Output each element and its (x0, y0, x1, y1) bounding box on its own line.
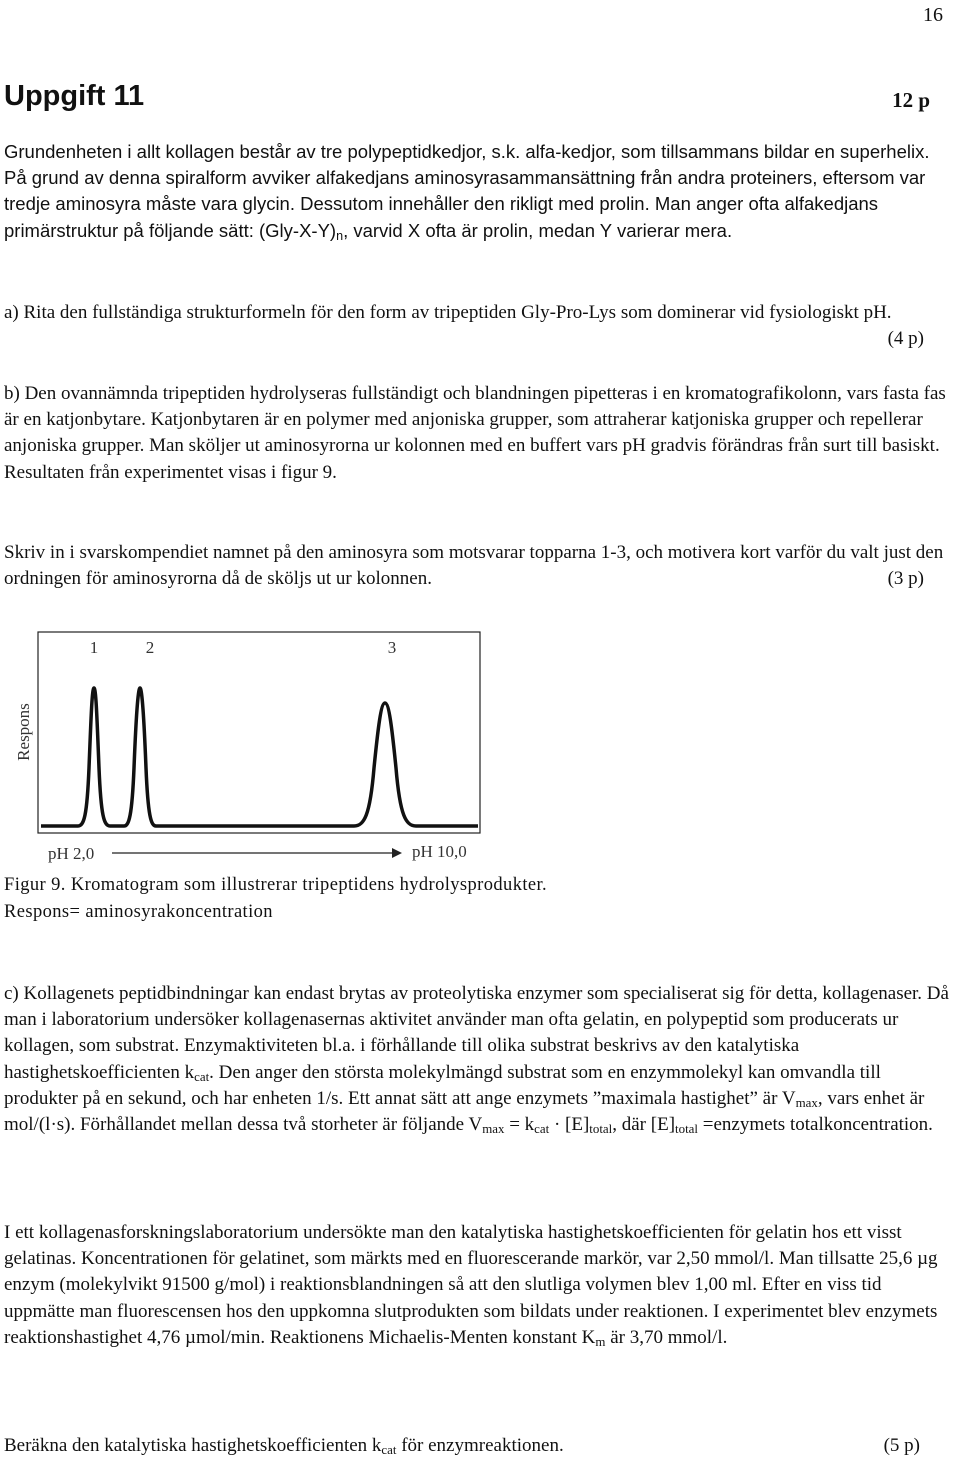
subscript-cat: cat (381, 1442, 397, 1458)
task-header (4, 80, 930, 116)
question-c-task-text-1: Beräkna den katalytiska hastighetskoefficienten k (4, 1435, 382, 1456)
subscript-cat: cat (194, 1068, 210, 1084)
question-c-task-text-2: för enzymreaktionen. (396, 1435, 564, 1456)
question-c-text-4: = k (504, 1114, 535, 1136)
question-b: b) Den ovannämnda tripeptiden hydrolyseras fullständigt och blandningen pipetteras i en kromatografikolonn, vars fasta fas är en katjonbytare. Katjonbytaren är en polymer med anjoniska grupper, som attraherar katjoniska grupper och repellerar anjoniska grupper. Man sköljer ut aminosyrorna ur kolonnen med en buffert vars pH gradvis förändras från surt till basiskt. Resultaten från experimentet visas i figur 9. (4, 383, 946, 483)
chromatogram-svg (8, 628, 488, 868)
question-c-text-2: . Den anger den största molekylmängd substrat som en enzymmolekyl kan omvandla till produkter på en sekund, och har enheten 1/s. Ett annat sätt att ange enzymets ”maximala hastighet” är V (4, 1061, 881, 1109)
chromatogram-trace (41, 688, 478, 826)
question-b-task (4, 540, 952, 592)
subscript-total: total (675, 1121, 698, 1137)
question-a-text: a) Rita den fullständiga strukturformeln för den form av tripeptiden Gly-Pro-Lys som dominerar vid fysiologiskt pH. (4, 302, 892, 323)
intro-subscript-n: n (336, 228, 344, 243)
question-a (4, 300, 952, 352)
subscript-max: max (482, 1121, 505, 1137)
figure-caption (4, 872, 547, 926)
subscript-m: m (595, 1334, 606, 1350)
question-c-text-3: , vars enhet är mol/(l·s). Förhållandet mellan dessa två storheter är följande V (4, 1087, 925, 1136)
ph-gradient-arrowhead (392, 848, 402, 858)
question-c-text-8: I ett kollagenasforskningslaboratorium undersökte man den katalytiska hastighetskoefficienten för gelatin hos ett visst gelatinas. Koncentrationen för gelatinet, som märkts med en fluorescerande markör, var 2,50 mmol/l. Man tillsatte 25,6 µg enzym (molekylvikt 91500 g/mol) i reaktionsblandningen så att den slutliga volymen blev 1,00 ml. Efter en viss tid uppmätte man fluorescensen hos den uppkomna slutprodukten som bildats under reaktionen. I experimentet blev enzymets reaktionshastighet 4,76 µmol/min. Reaktionens Michaelis-Menten konstant K (4, 1222, 938, 1348)
page-number: 16 (923, 4, 943, 26)
question-c-text-7: =enzymets totalkoncentration. (697, 1114, 933, 1136)
task-points: 12 p (892, 88, 930, 112)
question-c-points: (5 p) (883, 1435, 920, 1456)
question-b-task-points: (3 p) (887, 568, 924, 590)
peak-label-3: 3 (387, 638, 397, 657)
subscript-cat: cat (534, 1121, 550, 1137)
plot-frame (38, 632, 480, 833)
question-c-text-1: c) Kollagenets peptidbindningar kan endast brytas av proteolytiska enzymer som specialiserat sig för detta, kollagenaser. Då man i laboratorium undersöker kollagenasernas aktivitet använder man ofta gelatin, en polypeptid som producerats ur kollagen, som substrat. Enzymaktiviteten bl.a. i förhållande till olika substrat beskrivs av den katalytiska hastighetskoefficienten k (4, 983, 949, 1083)
question-c-text-9: är 3,70 mmol/l. (605, 1326, 728, 1348)
task-title: Uppgift 11 (4, 80, 145, 112)
figure-caption-line-2: Respons= aminosyrakoncentration (4, 902, 273, 922)
figure-caption-line-1: Figur 9. Kromatogram som illustrerar tripeptidens hydrolysprodukter. (4, 875, 548, 895)
question-c-task (4, 1433, 952, 1459)
peak-label-1: 1 (89, 638, 99, 657)
x-start-label: pH 2,0 (48, 844, 95, 863)
intro-text-1: Grundenheten i allt kollagen består av tre polypeptidkedjor, s.k. alfa-kedjor, som tillsammans bildar en superhelix. På grund av denna spiralform avviker alfakedjans aminosyrasammansättning från andra proteiners, eftersom var tredje aminosyra måste vara glycin. Dessutom innehåller den rikligt med prolin. Man anger ofta alfakedjans primärstruktur på följande sätt: (Gly-X-Y) (4, 141, 930, 241)
question-c-text-6: , där [E] (612, 1114, 676, 1136)
chromatogram-figure (8, 628, 488, 868)
peak-label-2: 2 (145, 638, 155, 657)
y-axis-label: Respons (14, 703, 33, 761)
question-c-paragraph-1 (4, 981, 952, 1138)
question-b-task-text: Skriv in i svarskompendiet namnet på den aminosyra som motsvarar topparna 1-3, och motivera kort varför du valt just den ordningen för aminosyrorna då de sköljs ut ur kolonnen. (4, 542, 944, 590)
question-a-points: (4 p) (887, 328, 924, 350)
question-c-paragraph-2 (4, 1220, 952, 1351)
question-c-text-5: · [E] (549, 1114, 590, 1136)
intro-paragraph (4, 139, 952, 244)
intro-text-2: , varvid X ofta är prolin, medan Y varierar mera. (343, 219, 733, 241)
subscript-max: max (795, 1095, 818, 1111)
subscript-total: total (589, 1121, 613, 1137)
x-end-label: pH 10,0 (412, 842, 467, 861)
